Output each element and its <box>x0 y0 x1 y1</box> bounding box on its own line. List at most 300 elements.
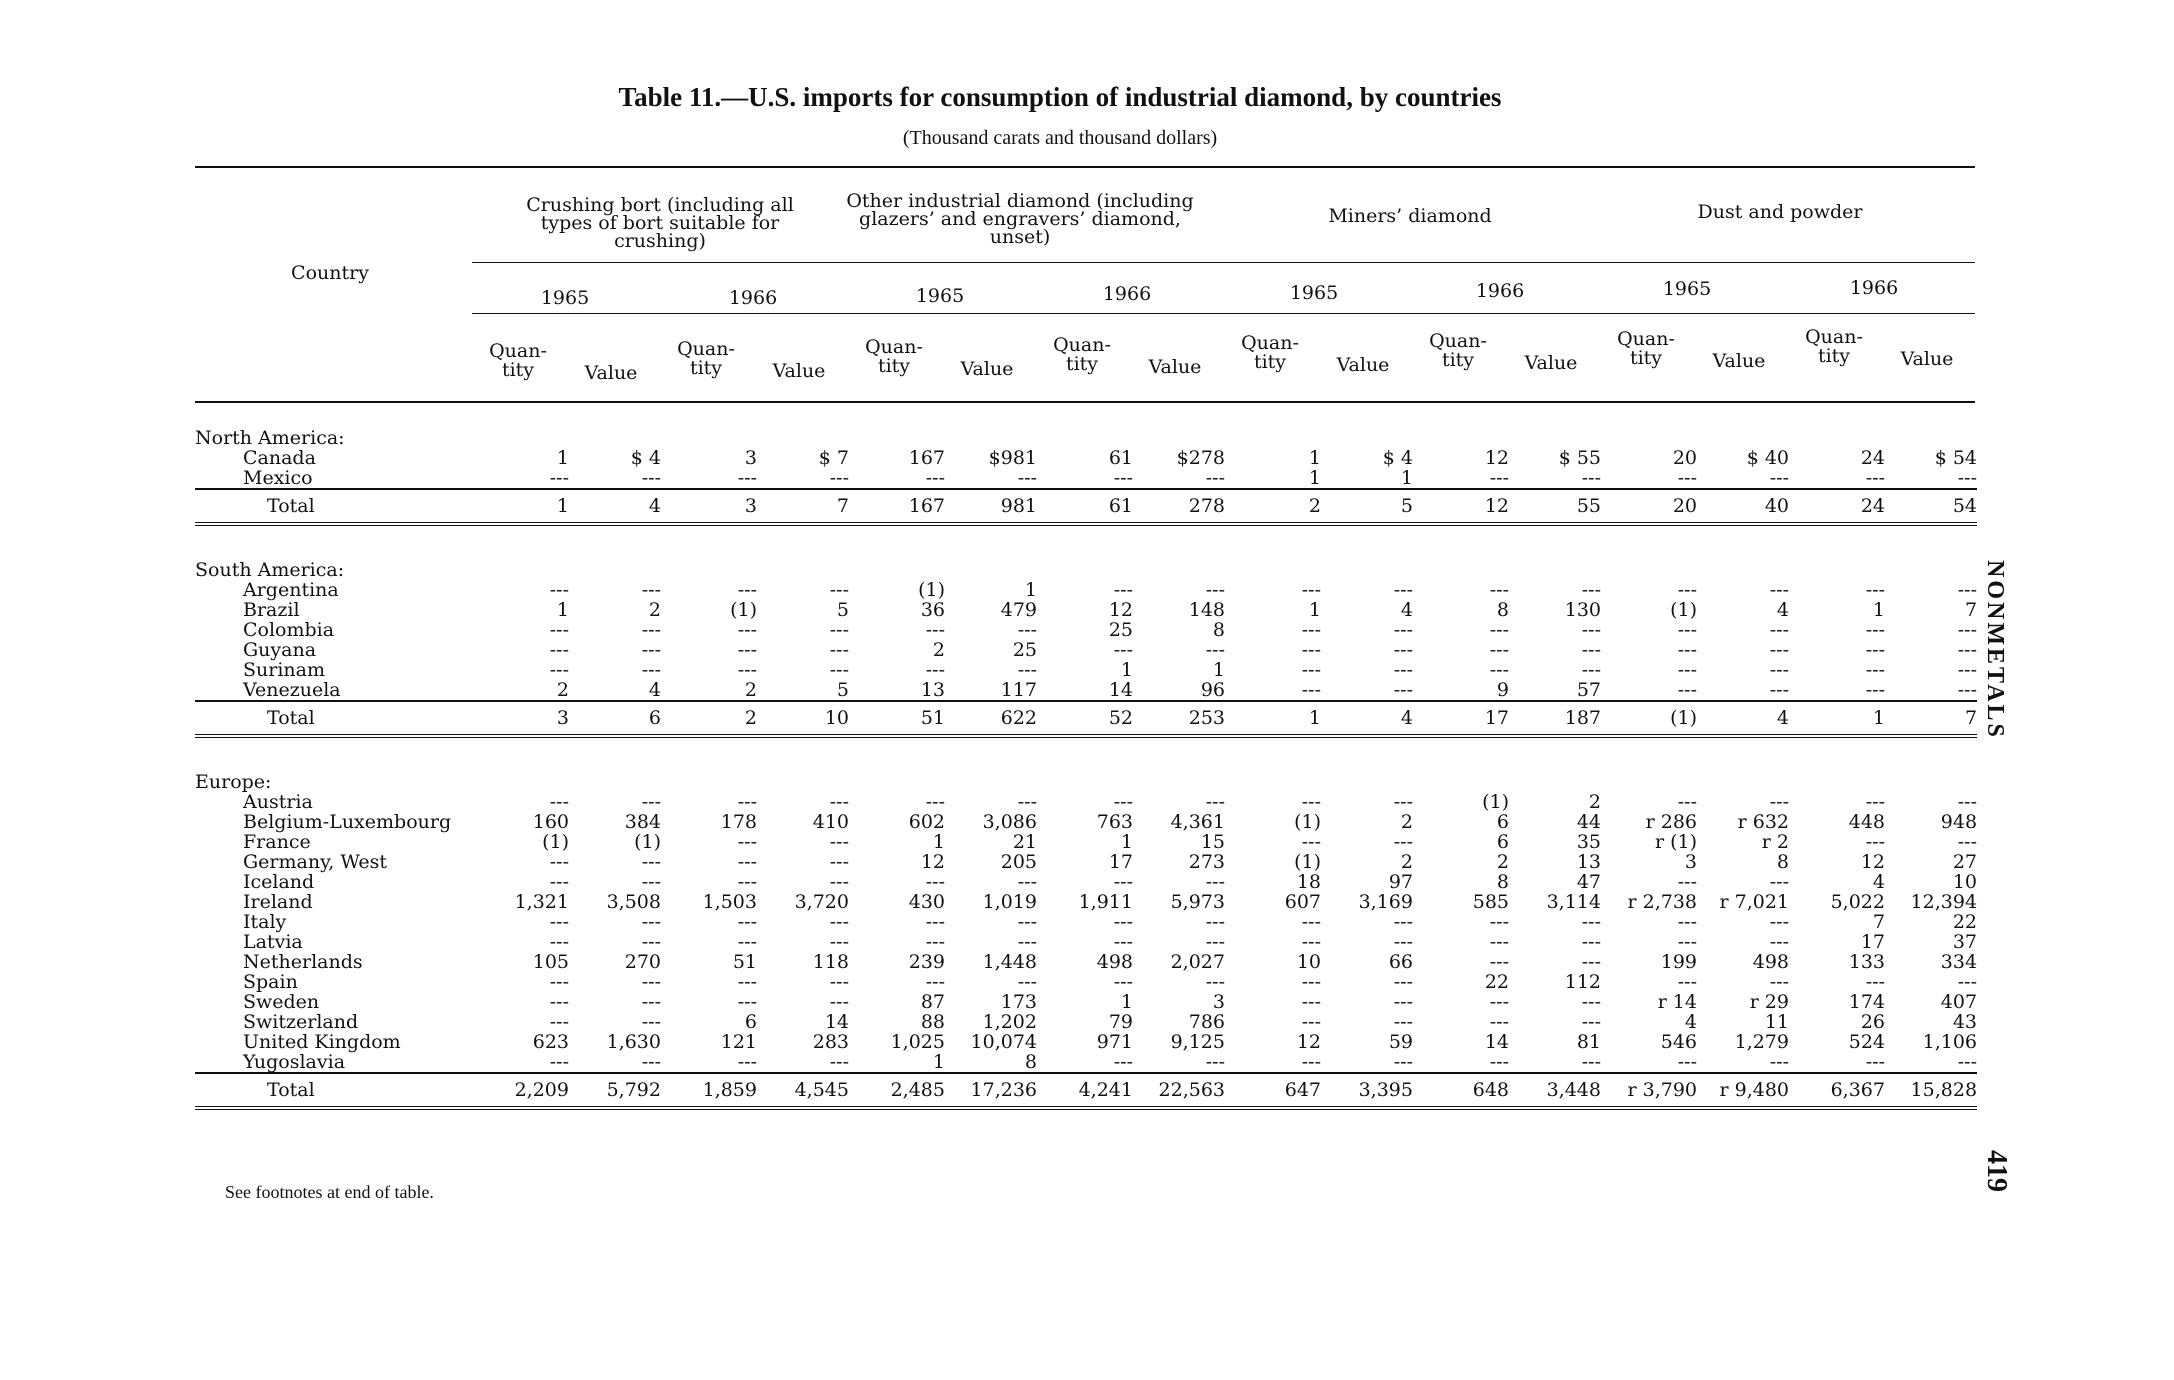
quantity-cell: 5,022 <box>1830 891 1885 913</box>
quantity-cell: 1,503 <box>702 891 757 913</box>
value-cell: --- <box>1957 619 1978 641</box>
quantity-cell: --- <box>1677 679 1697 701</box>
value-cell: 1,448 <box>982 951 1037 973</box>
quantity-cell: 12 <box>1296 1031 1321 1053</box>
quantity-cell: 25 <box>1108 619 1133 641</box>
quantity-cell: --- <box>1301 619 1321 641</box>
quantity-cell: --- <box>737 931 757 953</box>
value-cell: --- <box>1393 659 1413 681</box>
value-cell: 8 <box>1776 851 1789 873</box>
table-row <box>195 660 1977 680</box>
total-value-cell: 278 <box>1133 489 1225 524</box>
quantity-cell: --- <box>1865 831 1885 853</box>
total-row <box>195 701 1977 736</box>
value-header: Value <box>1336 354 1390 376</box>
quantity-cell: --- <box>1489 467 1509 489</box>
country-name: Canada <box>243 447 316 469</box>
imports-table <box>195 418 1977 1110</box>
value-cell: 786 <box>1188 1011 1225 1033</box>
quantity-cell: --- <box>737 639 757 661</box>
value-cell: --- <box>1205 1051 1225 1073</box>
table-row <box>195 932 1977 952</box>
quantity-cell: 160 <box>532 811 569 833</box>
value-cell: 3,508 <box>606 891 661 913</box>
quantity-cell: --- <box>1865 971 1885 993</box>
value-cell: $ 54 <box>1934 447 1978 469</box>
total-value-cell: 187 <box>1509 701 1601 736</box>
value-cell: 96 <box>1200 679 1225 701</box>
page-number: 419 <box>1981 1150 2012 1192</box>
quantity-cell: 1,911 <box>1078 891 1133 913</box>
country-name: United Kingdom <box>243 1031 401 1053</box>
value-cell: 5 <box>836 679 849 701</box>
quantity-cell: 2 <box>1496 851 1509 873</box>
quantity-cell: --- <box>549 791 569 813</box>
value-cell: --- <box>1017 619 1037 641</box>
quantity-cell: --- <box>1301 831 1321 853</box>
quantity-cell: --- <box>1677 971 1697 993</box>
quantity-cell: --- <box>549 1011 569 1033</box>
quantity-cell: --- <box>737 831 757 853</box>
quantity-cell: --- <box>737 851 757 873</box>
quantity-cell: --- <box>1113 579 1133 601</box>
value-cell: --- <box>1581 619 1601 641</box>
quantity-cell: --- <box>1677 579 1697 601</box>
value-cell: --- <box>1957 467 1978 489</box>
value-cell: --- <box>641 579 661 601</box>
value-cell: --- <box>1769 679 1789 701</box>
total-value-cell: 3,448 <box>1509 1073 1601 1108</box>
total-value-cell: 253 <box>1133 701 1225 736</box>
value-cell: 21 <box>1012 831 1037 853</box>
quantity-cell: r (1) <box>1654 831 1697 853</box>
value-cell: --- <box>1581 931 1601 953</box>
total-value-cell: 3,395 <box>1321 1073 1413 1108</box>
total-quantity-cell: 2 <box>1225 489 1321 524</box>
value-cell: --- <box>1393 639 1413 661</box>
country-name: Guyana <box>243 639 317 661</box>
table-row <box>195 832 1977 852</box>
quantity-cell: --- <box>1489 619 1509 641</box>
value-header: Value <box>1148 356 1202 378</box>
quantity-cell: 13 <box>920 679 945 701</box>
quantity-cell: --- <box>1489 991 1509 1013</box>
value-cell: 10 <box>1952 871 1978 893</box>
quantity-cell: --- <box>1301 639 1321 661</box>
value-cell: 25 <box>1012 639 1037 661</box>
quantity-cell: 1 <box>1308 447 1321 469</box>
total-quantity-cell: 4,241 <box>1037 1073 1133 1108</box>
value-cell: --- <box>1205 931 1225 953</box>
value-cell: --- <box>829 871 849 893</box>
spacer-cell <box>195 524 1977 550</box>
value-cell: --- <box>641 791 661 813</box>
value-cell: --- <box>829 1051 849 1073</box>
quantity-cell: 24 <box>1860 447 1885 469</box>
quantity-cell: 623 <box>532 1031 569 1053</box>
value-cell: 66 <box>1388 951 1413 973</box>
value-cell: 479 <box>1000 599 1037 621</box>
quantity-cell: --- <box>1865 679 1885 701</box>
table-subtitle: (Thousand carats and thousand dollars) <box>902 127 1218 149</box>
quantity-header: Quan- tity <box>1617 328 1675 369</box>
country-name: Yugoslavia <box>243 1051 346 1073</box>
total-value-cell: 4,545 <box>757 1073 849 1108</box>
value-cell: --- <box>829 971 849 993</box>
table-row <box>195 872 1977 892</box>
total-quantity-cell: 52 <box>1037 701 1133 736</box>
total-quantity-cell: 1,859 <box>661 1073 757 1108</box>
table-row <box>195 448 1977 468</box>
total-quantity-cell: 51 <box>849 701 945 736</box>
year-header: 1966 <box>1475 280 1525 302</box>
value-cell: r 29 <box>1749 991 1789 1013</box>
value-cell: 57 <box>1576 679 1601 701</box>
quantity-cell: --- <box>1677 467 1697 489</box>
value-cell: --- <box>1769 911 1789 933</box>
spacer-row <box>195 524 1977 550</box>
country-name: Netherlands <box>243 951 363 973</box>
value-cell: --- <box>1393 931 1413 953</box>
quantity-cell: --- <box>1865 659 1885 681</box>
value-cell: 407 <box>1940 991 1978 1013</box>
total-value-cell: 622 <box>945 701 1037 736</box>
value-cell: 10,074 <box>970 1031 1037 1053</box>
value-cell: --- <box>1393 1011 1413 1033</box>
table-row <box>195 1012 1977 1032</box>
value-cell: 4,361 <box>1170 811 1225 833</box>
value-cell: 47 <box>1576 871 1601 893</box>
country-name: Ireland <box>243 891 313 913</box>
quantity-cell: 14 <box>1108 679 1133 701</box>
quantity-cell: 18 <box>1296 871 1321 893</box>
value-cell: 3,169 <box>1358 891 1413 913</box>
value-cell: 410 <box>812 811 849 833</box>
quantity-cell: --- <box>1865 467 1885 489</box>
quantity-cell: 4 <box>1684 1011 1697 1033</box>
value-cell: --- <box>641 1011 661 1033</box>
quantity-cell: r 286 <box>1645 811 1697 833</box>
value-cell: --- <box>1017 971 1037 993</box>
country-name: Italy <box>243 911 287 933</box>
value-cell: --- <box>1017 931 1037 953</box>
quantity-cell: 546 <box>1660 1031 1697 1053</box>
value-cell: --- <box>1017 467 1037 489</box>
total-quantity-cell: 24 <box>1789 489 1885 524</box>
region-name: South America: <box>195 559 345 581</box>
quantity-cell: --- <box>1301 1051 1321 1073</box>
value-cell: --- <box>829 831 849 853</box>
quantity-cell: 51 <box>732 951 757 973</box>
group-rule <box>472 262 1975 263</box>
table-row <box>195 640 1977 660</box>
quantity-cell: 8 <box>1496 871 1509 893</box>
value-cell: 97 <box>1388 871 1413 893</box>
value-cell: 2 <box>1400 851 1413 873</box>
total-value-cell: 10 <box>757 701 849 736</box>
total-quantity-cell: 12 <box>1413 489 1509 524</box>
quantity-cell: 4 <box>1872 871 1885 893</box>
value-cell: --- <box>1581 467 1601 489</box>
value-cell: 3 <box>1212 991 1225 1013</box>
quantity-cell: 448 <box>1848 811 1885 833</box>
value-cell: --- <box>1581 991 1601 1013</box>
value-cell: --- <box>1393 679 1413 701</box>
value-cell: $ 4 <box>1382 447 1413 469</box>
quantity-cell: 79 <box>1108 1011 1133 1033</box>
quantity-cell: --- <box>549 579 569 601</box>
quantity-cell: --- <box>549 971 569 993</box>
region-row <box>195 762 1977 792</box>
quantity-cell: 3 <box>1684 851 1697 873</box>
value-cell: --- <box>1769 619 1789 641</box>
quantity-cell: --- <box>737 659 757 681</box>
quantity-cell: --- <box>737 911 757 933</box>
year-header: 1965 <box>540 287 590 309</box>
total-quantity-cell: 647 <box>1225 1073 1321 1108</box>
quantity-cell: --- <box>1865 579 1885 601</box>
quantity-cell: 1 <box>1308 599 1321 621</box>
quantity-cell: 17 <box>1108 851 1133 873</box>
year-header: 1966 <box>1102 283 1152 305</box>
quantity-cell: --- <box>1677 639 1697 661</box>
value-cell: 12,394 <box>1910 891 1978 913</box>
quantity-cell: 61 <box>1108 447 1133 469</box>
quantity-cell: --- <box>549 467 569 489</box>
value-cell: --- <box>1957 831 1978 853</box>
value-cell: r 7,021 <box>1719 891 1789 913</box>
value-cell: --- <box>1581 1051 1601 1073</box>
group-header-other-industrial: Other industrial diamond (including glazers’ and engravers’ diamond, unset) <box>846 190 1194 248</box>
quantity-cell: 763 <box>1096 811 1133 833</box>
quantity-cell: 22 <box>1484 971 1509 993</box>
quantity-cell: 1 <box>556 599 569 621</box>
country-name: Surinam <box>243 659 325 681</box>
year-header: 1966 <box>728 287 778 309</box>
value-cell: 148 <box>1188 599 1225 621</box>
country-header: Country <box>291 262 369 284</box>
year-header: 1965 <box>1662 278 1712 300</box>
total-quantity-cell: 20 <box>1601 489 1697 524</box>
region-row <box>195 550 1977 580</box>
quantity-cell: --- <box>1301 579 1321 601</box>
value-cell: 1 <box>1024 579 1037 601</box>
value-cell: 35 <box>1576 831 1601 853</box>
quantity-cell: --- <box>1301 911 1321 933</box>
quantity-cell: --- <box>1865 791 1885 813</box>
quantity-cell: r 2,738 <box>1627 891 1697 913</box>
quantity-cell: --- <box>1677 791 1697 813</box>
total-value-cell: 17,236 <box>945 1073 1037 1108</box>
quantity-cell: 12 <box>1484 447 1509 469</box>
quantity-header: Quan- tity <box>489 340 547 381</box>
value-cell: --- <box>829 579 849 601</box>
table-row <box>195 468 1977 489</box>
total-quantity-cell: 648 <box>1413 1073 1509 1108</box>
value-cell: $ 55 <box>1558 447 1601 469</box>
quantity-cell: 1 <box>1308 467 1321 489</box>
region-name: Europe: <box>195 771 272 793</box>
value-cell: --- <box>1957 1051 1978 1073</box>
country-name: Colombia <box>243 619 335 641</box>
quantity-cell: --- <box>1677 659 1697 681</box>
quantity-cell: --- <box>737 971 757 993</box>
total-value-cell: 981 <box>945 489 1037 524</box>
quantity-cell: --- <box>925 871 945 893</box>
value-cell: 118 <box>812 951 849 973</box>
value-cell: 1 <box>1400 467 1413 489</box>
country-name: Venezuela <box>243 679 341 701</box>
value-cell: --- <box>1205 579 1225 601</box>
value-cell: --- <box>641 467 661 489</box>
total-value-cell: 6 <box>569 701 661 736</box>
quantity-cell: 607 <box>1284 891 1321 913</box>
quantity-cell: (1) <box>1294 811 1321 833</box>
quantity-cell: (1) <box>542 831 569 853</box>
table-row <box>195 892 1977 912</box>
section-side-label: NONMETALS <box>1982 560 2008 740</box>
quantity-cell: r 14 <box>1657 991 1697 1013</box>
quantity-header: Quan- tity <box>865 336 923 377</box>
value-header: Value <box>960 358 1014 380</box>
group-header-miners-diamond: Miners’ diamond <box>1328 205 1492 227</box>
value-cell: --- <box>1769 639 1789 661</box>
quantity-cell: --- <box>1301 931 1321 953</box>
value-cell: 384 <box>624 811 661 833</box>
quantity-cell: 498 <box>1096 951 1133 973</box>
value-cell: --- <box>1581 579 1601 601</box>
group-header-dust-powder: Dust and powder <box>1697 201 1863 223</box>
quantity-header: Quan- tity <box>677 338 735 379</box>
quantity-cell: 199 <box>1660 951 1697 973</box>
value-cell: --- <box>1957 659 1978 681</box>
quantity-cell: --- <box>925 467 945 489</box>
value-cell: --- <box>829 619 849 641</box>
total-label: Total <box>195 1073 473 1108</box>
value-cell: 5,973 <box>1170 891 1225 913</box>
total-quantity-cell: 1 <box>473 489 569 524</box>
quantity-cell: --- <box>1113 931 1133 953</box>
total-value-cell: 54 <box>1885 489 1977 524</box>
value-cell: --- <box>829 791 849 813</box>
value-cell: 2 <box>1400 811 1413 833</box>
quantity-cell: 17 <box>1860 931 1885 953</box>
value-cell: 8 <box>1212 619 1225 641</box>
value-header: Value <box>1900 348 1954 370</box>
value-cell: --- <box>1205 639 1225 661</box>
total-value-cell: r 9,480 <box>1697 1073 1789 1108</box>
quantity-cell: (1) <box>730 599 757 621</box>
value-cell: 1,106 <box>1922 1031 1978 1053</box>
quantity-cell: --- <box>737 579 757 601</box>
value-cell: 117 <box>1000 679 1037 701</box>
quantity-header: Quan- tity <box>1053 334 1111 375</box>
value-cell: 1 <box>1212 659 1225 681</box>
quantity-cell: --- <box>1489 1011 1509 1033</box>
value-cell: --- <box>1957 791 1978 813</box>
value-cell: 273 <box>1188 851 1225 873</box>
total-quantity-cell: 61 <box>1037 489 1133 524</box>
value-cell: $981 <box>988 447 1037 469</box>
table-row <box>195 600 1977 620</box>
value-cell: --- <box>1393 991 1413 1013</box>
value-cell: 3,720 <box>794 891 849 913</box>
value-cell: 3,086 <box>982 811 1037 833</box>
value-cell: 498 <box>1752 951 1789 973</box>
quantity-cell: 26 <box>1860 1011 1885 1033</box>
quantity-cell: 12 <box>1108 599 1133 621</box>
country-name: Belgium-Luxembourg <box>243 811 452 833</box>
quantity-cell: 524 <box>1848 1031 1885 1053</box>
quantity-cell: --- <box>925 911 945 933</box>
quantity-header: Quan- tity <box>1805 326 1863 367</box>
table-row <box>195 812 1977 832</box>
quantity-cell: --- <box>549 1051 569 1073</box>
value-cell: --- <box>1769 871 1789 893</box>
value-cell: 4 <box>648 679 661 701</box>
total-label: Total <box>195 489 473 524</box>
value-cell: 2 <box>1588 791 1601 813</box>
quantity-cell: --- <box>1301 679 1321 701</box>
quantity-cell: 6 <box>744 1011 757 1033</box>
quantity-cell: --- <box>1113 911 1133 933</box>
value-cell: 2,027 <box>1170 951 1225 973</box>
quantity-cell: --- <box>1489 659 1509 681</box>
value-cell: 1,019 <box>982 891 1037 913</box>
value-cell: 283 <box>812 1031 849 1053</box>
country-name: Iceland <box>243 871 315 893</box>
value-header: Value <box>584 362 638 384</box>
table-row <box>195 912 1977 932</box>
footnote: See footnotes at end of table. <box>225 1182 434 1202</box>
value-cell: 14 <box>824 1011 849 1033</box>
total-label: Total <box>195 701 473 736</box>
table-row <box>195 852 1977 872</box>
value-cell: --- <box>829 991 849 1013</box>
country-name: Sweden <box>243 991 320 1013</box>
value-header: Value <box>772 360 826 382</box>
value-cell: --- <box>1581 951 1601 973</box>
quantity-cell: --- <box>1113 1051 1133 1073</box>
quantity-cell: 14 <box>1484 1031 1509 1053</box>
region-row <box>195 418 1977 448</box>
year-header: 1965 <box>915 285 965 307</box>
value-cell: --- <box>1393 619 1413 641</box>
quantity-cell: 971 <box>1096 1031 1133 1053</box>
quantity-cell: 239 <box>908 951 945 973</box>
value-cell: 2 <box>648 599 661 621</box>
value-cell: --- <box>1393 579 1413 601</box>
value-cell: --- <box>1769 1051 1789 1073</box>
value-cell: --- <box>1393 911 1413 933</box>
quantity-cell: 1 <box>1120 659 1133 681</box>
quantity-cell: --- <box>549 931 569 953</box>
total-value-cell: 7 <box>1885 701 1977 736</box>
total-quantity-cell: 3 <box>661 489 757 524</box>
value-cell: 205 <box>1000 851 1037 873</box>
value-cell: --- <box>1205 871 1225 893</box>
quantity-cell: 1,321 <box>514 891 569 913</box>
value-cell: --- <box>1393 791 1413 813</box>
quantity-cell: --- <box>737 467 757 489</box>
quantity-cell: 430 <box>908 891 945 913</box>
value-cell: 270 <box>624 951 661 973</box>
top-rule <box>195 166 1975 168</box>
quantity-cell: (1) <box>1294 851 1321 873</box>
total-quantity-cell: 1 <box>1789 701 1885 736</box>
year-rule <box>472 313 1975 314</box>
quantity-cell: 2 <box>744 679 757 701</box>
